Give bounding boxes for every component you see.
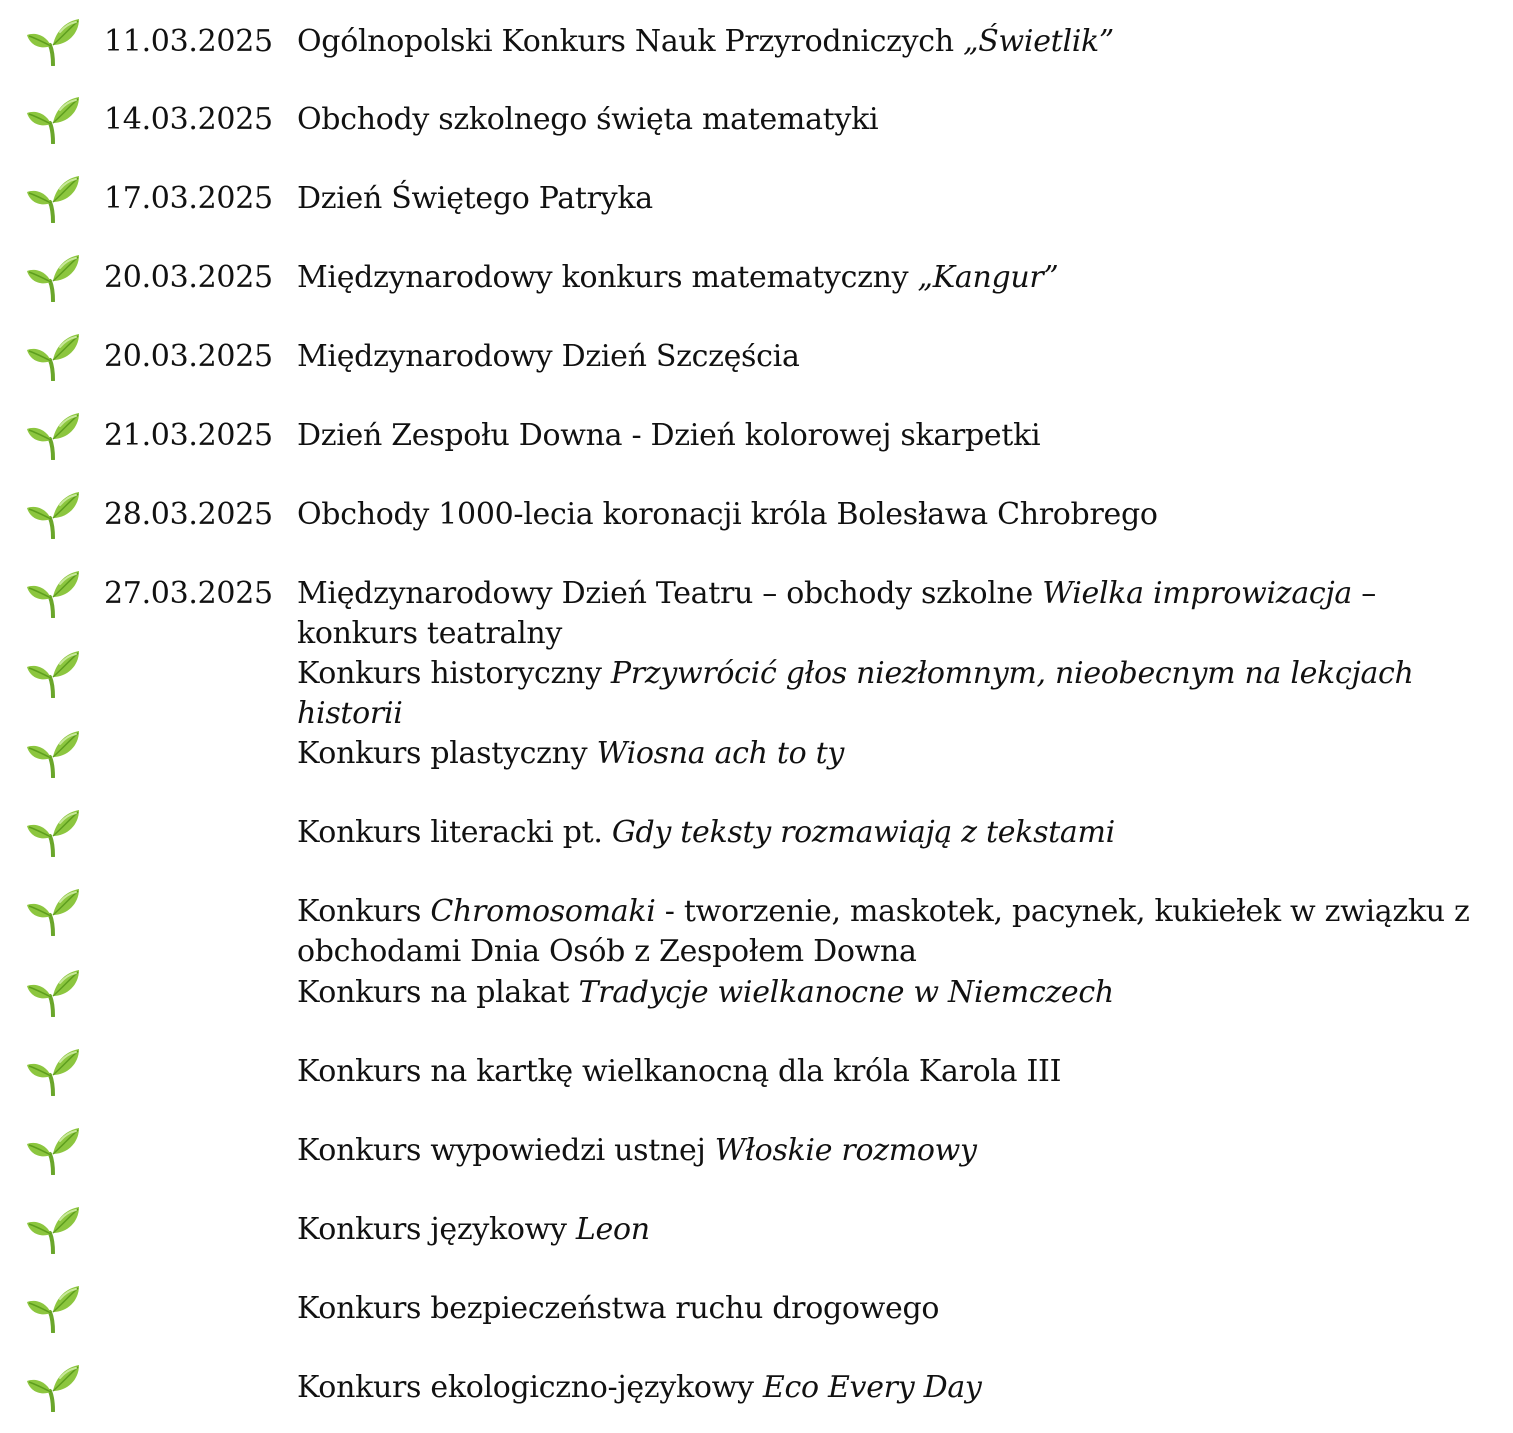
event-title-italic: Leon — [575, 1212, 650, 1247]
sprout-icon — [26, 1048, 80, 1096]
event-description — [297, 258, 1502, 298]
event-item — [0, 78, 1513, 158]
event-description — [297, 734, 1502, 774]
event-description — [297, 416, 1502, 456]
event-description — [297, 1052, 1502, 1092]
event-item — [0, 236, 1513, 316]
event-text: Ogólnopolski Konkurs Nauk Przyrodniczych — [297, 24, 964, 59]
event-text: Międzynarodowy Dzień Szczęścia — [297, 339, 800, 374]
event-text-continued: – konkurs teatralny — [297, 576, 1376, 651]
sprout-icon — [26, 888, 80, 936]
sprout-icon — [26, 254, 80, 302]
event-title-italic: Przywrócić głos niezłomnym, nieobecnym na lekcjach historii — [297, 656, 1414, 731]
event-item — [0, 315, 1513, 395]
event-text: Obchody 1000-lecia koronacji króla Bolesława Chrobrego — [297, 497, 1158, 532]
event-text: Dzień Zespołu Downa - Dzień kolorowej skarpetki — [297, 418, 1041, 453]
sprout-icon — [26, 412, 80, 460]
event-description — [297, 1368, 1502, 1408]
sprout-icon — [26, 809, 80, 857]
event-text: Konkurs historyczny — [297, 656, 611, 691]
event-item — [0, 712, 1513, 792]
sprout-icon — [26, 969, 80, 1017]
event-item — [0, 394, 1513, 474]
event-description — [297, 1210, 1502, 1250]
sprout-icon — [26, 491, 80, 539]
event-item — [0, 473, 1513, 553]
event-text: Międzynarodowy konkurs matematyczny — [297, 260, 918, 295]
event-item — [0, 0, 1513, 80]
event-title-italic: Eco Every Day — [762, 1370, 982, 1405]
event-title-italic: „Świetlik” — [963, 24, 1114, 59]
event-text: Międzynarodowy Dzień Teatru – obchody szkolne — [297, 576, 1043, 611]
event-description — [297, 337, 1502, 377]
event-description — [297, 179, 1502, 219]
event-date: 28.03.2025 — [104, 497, 273, 532]
event-description — [297, 1131, 1502, 1171]
event-date: 27.03.2025 — [104, 576, 273, 611]
event-item — [0, 1030, 1513, 1110]
event-date: 17.03.2025 — [104, 181, 273, 216]
event-date: 14.03.2025 — [104, 102, 273, 137]
sprout-icon — [26, 570, 80, 618]
sprout-icon — [26, 1127, 80, 1175]
event-title-italic: Tradycje wielkanocne w Niemczech — [578, 975, 1114, 1010]
event-text: Konkurs bezpieczeństwa ruchu drogowego — [297, 1291, 940, 1326]
event-text: Konkurs plastyczny — [297, 736, 597, 771]
event-text: Konkurs ekologiczno-językowy — [297, 1370, 763, 1405]
event-title-italic: Chromosomaki — [430, 894, 656, 929]
event-text: Konkurs językowy — [297, 1212, 576, 1247]
event-text: Konkurs — [297, 894, 431, 929]
event-item — [0, 1346, 1513, 1426]
event-text: Konkurs literacki pt. — [297, 815, 612, 850]
event-title-italic: Gdy teksty rozmawiają z tekstami — [611, 815, 1115, 850]
event-description — [297, 813, 1502, 853]
event-description — [297, 1289, 1502, 1329]
event-item — [0, 1109, 1513, 1189]
sprout-icon — [26, 333, 80, 381]
event-title-italic: Wiosna ach to ty — [596, 736, 845, 771]
event-item — [0, 791, 1513, 871]
event-text: Konkurs na kartkę wielkanocną dla króla Karola III — [297, 1054, 1062, 1089]
event-date: 20.03.2025 — [104, 339, 273, 374]
event-date: 11.03.2025 — [104, 24, 273, 59]
sprout-icon — [26, 18, 80, 66]
event-text-continued: - tworzenie, maskotek, pacynek, kukiełek w związku z obchodami Dnia Osób z Zespołem Downa — [297, 894, 1470, 969]
event-item — [0, 1188, 1513, 1268]
event-item — [0, 870, 1513, 969]
event-title-italic: „Kangur” — [917, 260, 1059, 295]
event-description — [297, 495, 1502, 535]
event-date: 20.03.2025 — [104, 260, 273, 295]
event-title-italic: Wielka improwizacja — [1042, 576, 1352, 611]
sprout-icon — [26, 650, 80, 698]
sprout-icon — [26, 1364, 80, 1412]
event-title-italic: Włoskie rozmowy — [714, 1133, 977, 1168]
event-item — [0, 552, 1513, 651]
event-item — [0, 632, 1513, 731]
sprout-icon — [26, 175, 80, 223]
sprout-icon — [26, 730, 80, 778]
event-description — [297, 100, 1502, 140]
event-item — [0, 1267, 1513, 1347]
event-date: 21.03.2025 — [104, 418, 273, 453]
sprout-icon — [26, 1285, 80, 1333]
sprout-icon — [26, 96, 80, 144]
event-text: Dzień Świętego Patryka — [297, 181, 653, 216]
event-description — [297, 22, 1502, 62]
event-text: Konkurs wypowiedzi ustnej — [297, 1133, 715, 1168]
sprout-icon — [26, 1206, 80, 1254]
event-item — [0, 157, 1513, 237]
event-description — [297, 973, 1502, 1013]
event-text: Konkurs na plakat — [297, 975, 579, 1010]
event-text: Obchody szkolnego święta matematyki — [297, 102, 879, 137]
event-item — [0, 951, 1513, 1031]
